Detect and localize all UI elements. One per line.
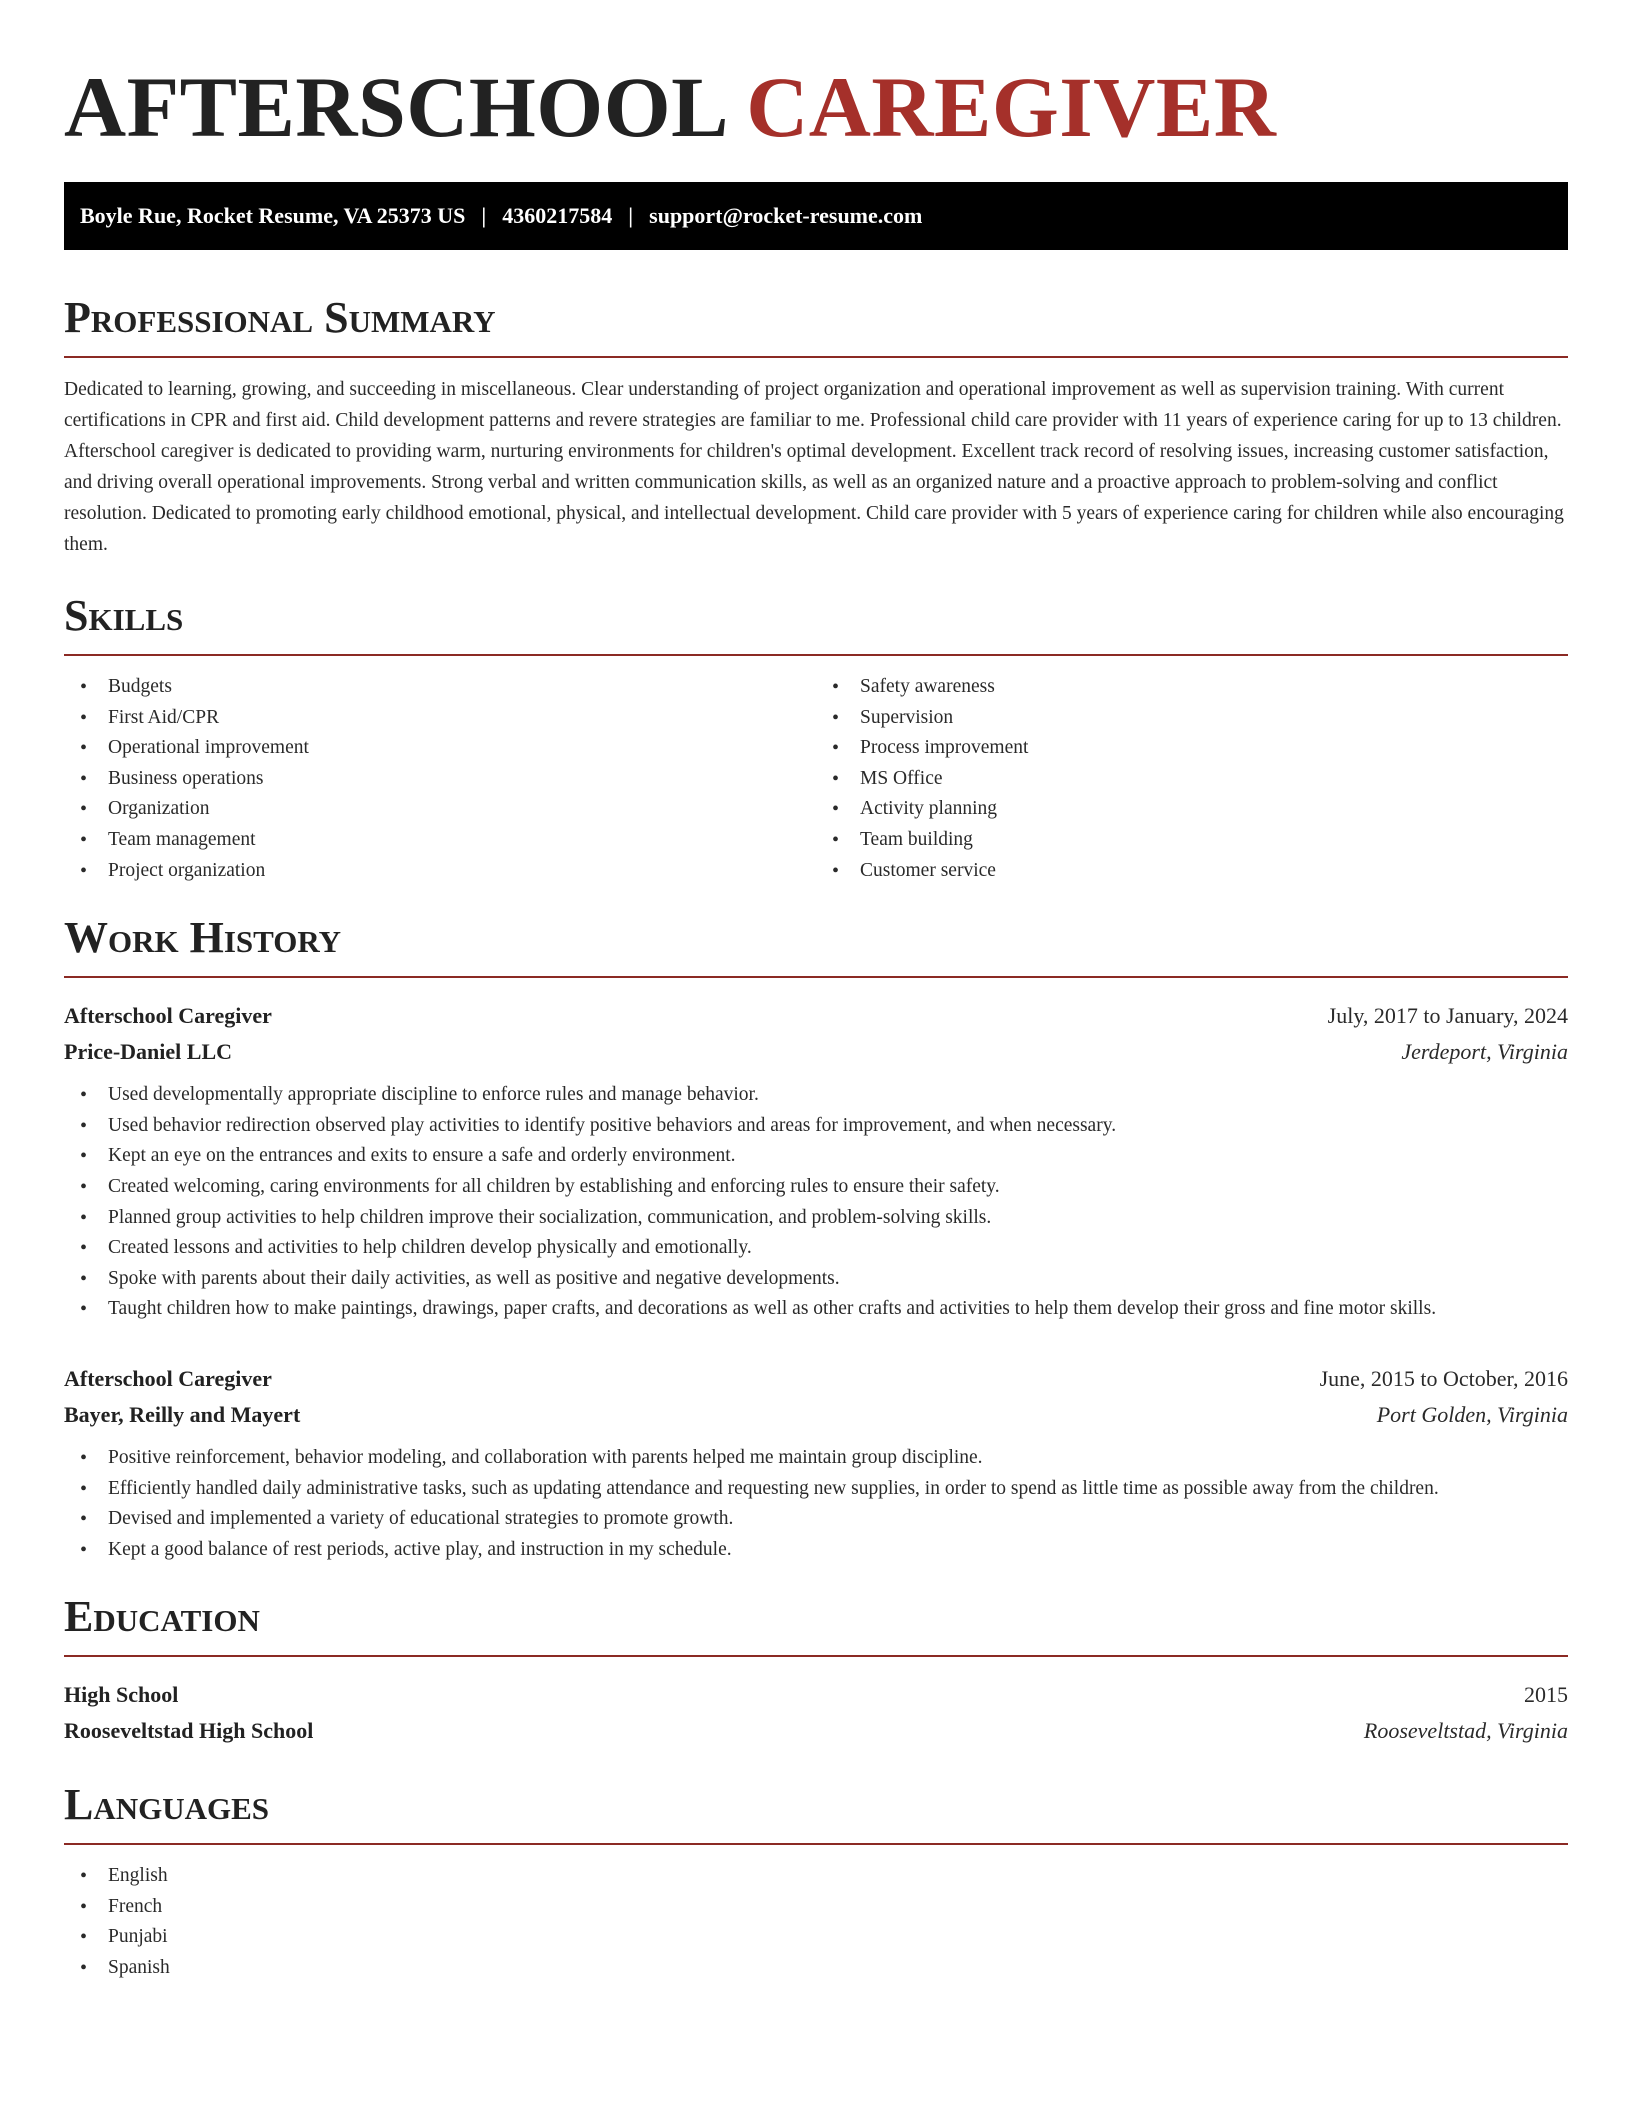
job-header-row [64, 998, 1568, 1034]
work-title: Work History [64, 916, 1568, 978]
education-school-row [64, 1713, 1568, 1749]
contact-email: support@rocket-resume.com [649, 203, 923, 228]
job-bullet: • Used behavior redirection observed play activities to identify positive behaviors and areas for improvement, and when necessary. [80, 1111, 1568, 1142]
skill-item: • Safety awareness [832, 672, 1568, 703]
job-bullets [64, 1080, 1568, 1325]
education-section [64, 1592, 1568, 1749]
language-item: • English [80, 1861, 1568, 1892]
language-item: • Punjabi [80, 1922, 1568, 1953]
job-bullet: • Used developmentally appropriate discipline to enforce rules and manage behavior. [80, 1080, 1568, 1111]
skills-list-right [816, 672, 1568, 886]
job-bullet: • Kept a good balance of rest periods, active play, and instruction in my schedule. [80, 1535, 1568, 1566]
education-location: Rooseveltstad, Virginia [1363, 1718, 1568, 1744]
job-entry [64, 1361, 1568, 1565]
skill-item: • Operational improvement [80, 733, 816, 764]
job-entry [64, 998, 1568, 1325]
job-location: Port Golden, Virginia [1376, 1401, 1568, 1427]
job-bullet: • Created welcoming, caring environments for all children by establishing and enforcing rules to ensure their safety. [80, 1172, 1568, 1203]
first-name: AFTERSCHOOL [64, 59, 725, 155]
skill-item: • Supervision [832, 703, 1568, 734]
job-header-row [64, 1361, 1568, 1397]
education-entry [64, 1677, 1568, 1749]
summary-title: Professional Summary [64, 296, 1568, 358]
summary-text: Dedicated to learning, growing, and succeeding in miscellaneous. Clear understanding of project organization and operational improvement as well as supervision training. With current certifications in CPR and first aid. Child development patterns and revere strategies are familiar to me. Professional child care provider with 11 years of experience caring for up to 13 children. Afterschool caregiver is dedicated to providing warm, nurturing environments for children's optimal development. Excellent track record of resolving issues, increasing customer satisfaction, and driving overall operational improvements. Strong verbal and written communication skills, as well as an organized nature and a proactive approach to problem-solving and conflict resolution. Dedicated to promoting early childhood emotional, physical, and intellectual development. Child care provider with 5 years of experience caring for children while also encouraging them. [64, 379, 1564, 555]
job-bullet: • Efficiently handled daily administrative tasks, such as updating attendance and requesting new supplies, in order to spend as little time as possible away from the children. [80, 1474, 1568, 1505]
skill-item: • Budgets [80, 672, 816, 703]
education-title: Education [64, 1595, 1568, 1657]
skill-item: • Team management [80, 825, 816, 856]
education-header-row [64, 1677, 1568, 1713]
contact-separator: | [481, 203, 487, 228]
skill-item: • MS Office [832, 764, 1568, 795]
job-position: Afterschool Caregiver [64, 1003, 272, 1029]
skill-item: • Customer service [832, 856, 1568, 887]
skills-title: Skills [64, 594, 1568, 656]
job-bullet: • Positive reinforcement, behavior modeling, and collaboration with parents helped me maintain group discipline. [80, 1443, 1568, 1474]
job-location: Jerdeport, Virginia [1401, 1039, 1568, 1065]
last-name: CAREGIVER [746, 59, 1277, 155]
skills-list-left [64, 672, 816, 886]
job-bullet: • Planned group activities to help children improve their socialization, communication, and problem-solving skills. [80, 1203, 1568, 1234]
skills-column-left [64, 672, 816, 886]
skill-item: • Organization [80, 794, 816, 825]
job-bullet: • Created lessons and activities to help children develop physically and emotionally. [80, 1233, 1568, 1264]
education-degree: High School [64, 1682, 179, 1708]
language-item: • French [80, 1892, 1568, 1923]
language-item: • Spanish [80, 1953, 1568, 1984]
skills-grid [64, 672, 1568, 886]
languages-section [64, 1780, 1568, 1983]
skills-column-right [816, 672, 1568, 886]
contact-phone: 4360217584 [502, 203, 613, 228]
job-company-row [64, 1397, 1568, 1433]
job-bullets [64, 1443, 1568, 1565]
job-dates: July, 2017 to January, 2024 [1327, 1003, 1568, 1029]
job-bullet: • Taught children how to make paintings, drawings, paper crafts, and decorations as well as other crafts and activities to help them develop their gross and fine motor skills. [80, 1294, 1568, 1325]
summary-section [64, 293, 1568, 560]
skill-item: • Team building [832, 825, 1568, 856]
education-year: 2015 [1524, 1682, 1568, 1708]
job-company: Bayer, Reilly and Mayert [64, 1401, 301, 1427]
skill-item: • First Aid/CPR [80, 703, 816, 734]
skill-item: • Activity planning [832, 794, 1568, 825]
job-dates: June, 2015 to October, 2016 [1319, 1365, 1568, 1391]
contact-bar [64, 182, 1568, 250]
work-section [64, 913, 1568, 1565]
contact-separator: | [628, 203, 634, 228]
skill-item: • Project organization [80, 856, 816, 887]
job-bullet: • Devised and implemented a variety of educational strategies to promote growth. [80, 1504, 1568, 1535]
job-bullet: • Spoke with parents about their daily activities, as well as positive and negative developments. [80, 1264, 1568, 1295]
education-school: Rooseveltstad High School [64, 1718, 314, 1744]
job-company-row [64, 1034, 1568, 1070]
languages-list [64, 1861, 1568, 1983]
contact-address: Boyle Rue, Rocket Resume, VA 25373 US [80, 203, 466, 228]
skill-item: • Process improvement [832, 733, 1568, 764]
job-position: Afterschool Caregiver [64, 1365, 272, 1391]
languages-title: Languages [64, 1783, 1568, 1845]
skills-section [64, 591, 1568, 886]
resume-name [64, 59, 1568, 155]
job-bullet: • Kept an eye on the entrances and exits to ensure a safe and orderly environment. [80, 1141, 1568, 1172]
job-company: Price-Daniel LLC [64, 1039, 233, 1065]
skill-item: • Business operations [80, 764, 816, 795]
